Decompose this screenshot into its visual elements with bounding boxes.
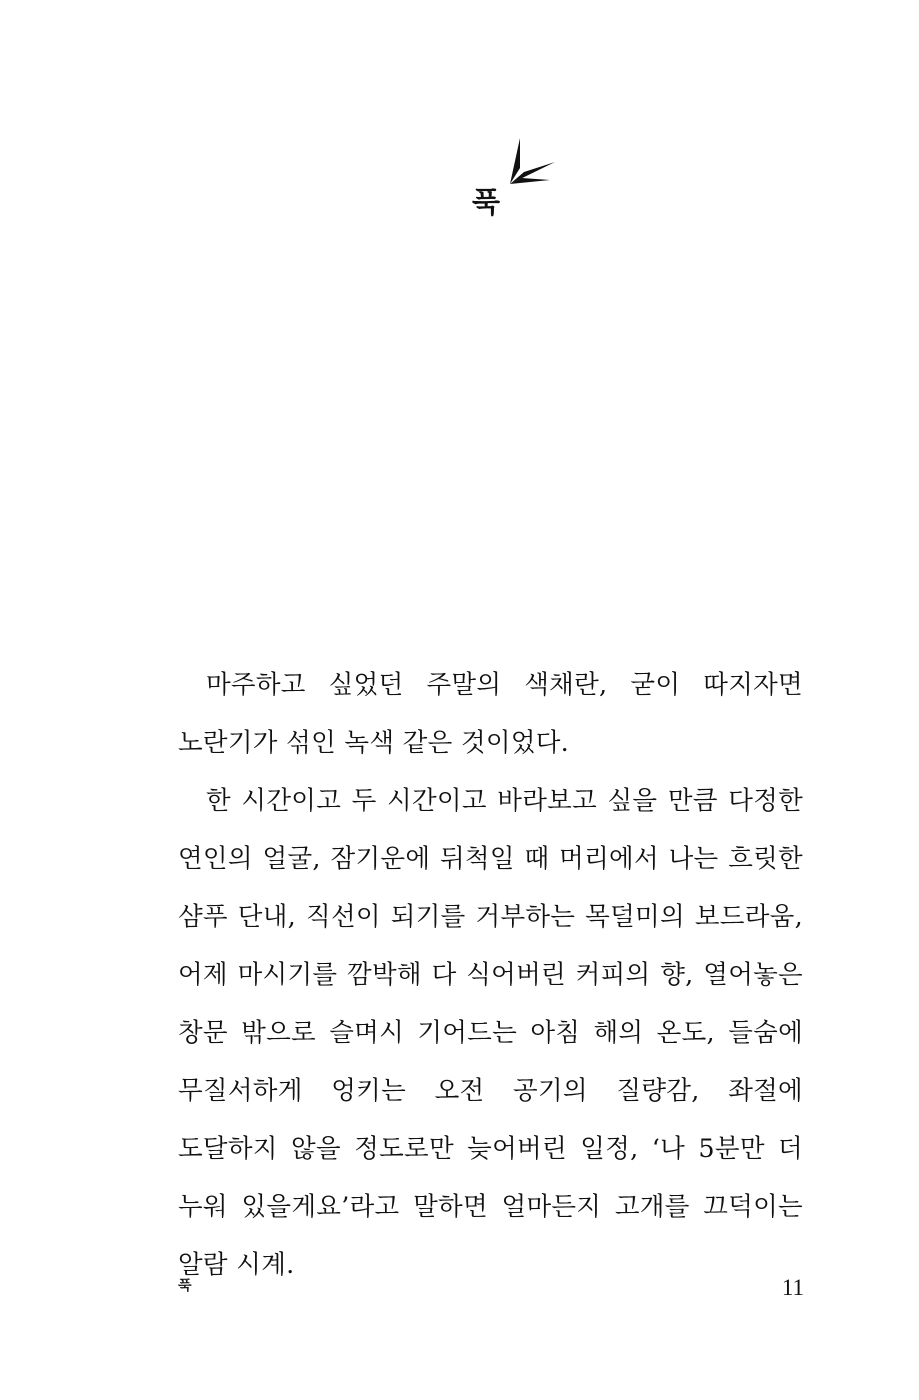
arrow-fletching-icon bbox=[500, 134, 560, 194]
page-number: 11 bbox=[781, 1275, 804, 1300]
paragraph: 한 시간이고 두 시간이고 바라보고 싶을 만큼 다정한 연인의 얼굴, 잠기운에 뒤척일 때 머리에서 나는 흐릿한 샴푸 단내, 직선이 되기를 거부하는 목덜미의 보드라움, 어제 마시기를 깜박해 다 식어버린 커피의 향, 열어놓은 창문 밖으로 슬며시 기어드는 아침 해의 온도, 들숨에 무질서하게 엉키는 오전 공기의 질량감, 좌절에 도달하지 않을 정도로만 늦어버린 일정, ‘나 5분만 더 누워 있을게요’라고 말하면 얼마든지 고개를 끄덕이는 알람 시계. bbox=[178, 786, 803, 1280]
body-text bbox=[178, 656, 803, 1294]
running-title: 푹 bbox=[178, 1278, 192, 1294]
chapter-title: 푹 bbox=[472, 185, 501, 219]
paragraph: 마주하고 싶었던 주말의 색채란, 굳이 따지자면 노란기가 섞인 녹색 같은 것이었다. bbox=[178, 670, 803, 758]
